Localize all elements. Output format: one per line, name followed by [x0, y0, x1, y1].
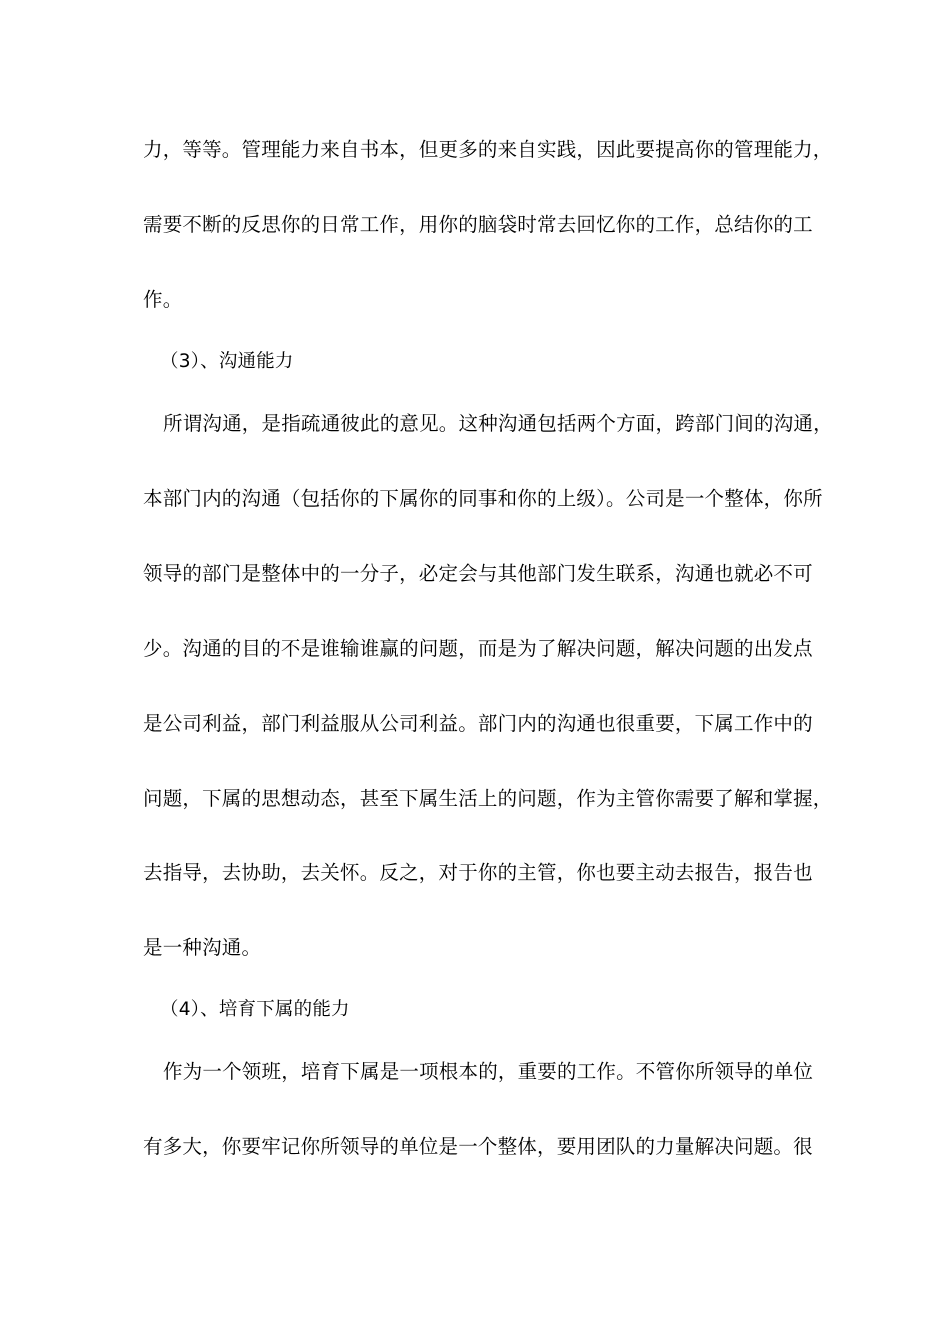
text-line: 是一种沟通。 — [143, 936, 262, 959]
text-line: 本部门内的沟通（包括你的下属你的同事和你的上级）。公司是一个整体，你所 — [143, 487, 823, 510]
text-line: 作。 — [143, 288, 183, 311]
section-heading-communication: （3）、沟通能力 — [160, 351, 294, 372]
paragraph-first-line: 所谓沟通，是指疏通彼此的意见。这种沟通包括两个方面，跨部门间的沟通， — [163, 412, 833, 435]
text-line: 力，等等。管理能力来自书本，但更多的来自实践，因此要提高你的管理能力， — [143, 138, 833, 161]
text-line: 问题，下属的思想动态，甚至下属生活上的问题，作为主管你需要了解和掌握， — [143, 787, 833, 810]
section-heading-training: （4）、培育下属的能力 — [160, 999, 350, 1020]
paragraph-first-line: 作为一个领班，培育下属是一项根本的，重要的工作。不管你所领导的单位 — [163, 1060, 814, 1083]
text-line: 领导的部门是整体中的一分子，必定会与其他部门发生联系，沟通也就必不可 — [143, 562, 813, 585]
text-line: 去指导，去协助，去关怀。反之，对于你的主管，你也要主动去报告，报告也 — [143, 861, 813, 884]
text-line: 是公司利益，部门利益服从公司利益。部门内的沟通也很重要，下属工作中的 — [143, 712, 813, 735]
text-line: 有多大，你要牢记你所领导的单位是一个整体，要用团队的力量解决问题。很 — [143, 1135, 813, 1158]
text-line: 少。沟通的目的不是谁输谁赢的问题，而是为了解决问题，解决问题的出发点 — [143, 637, 813, 660]
text-line: 需要不断的反思你的日常工作，用你的脑袋时常去回忆你的工作，总结你的工 — [143, 213, 813, 236]
